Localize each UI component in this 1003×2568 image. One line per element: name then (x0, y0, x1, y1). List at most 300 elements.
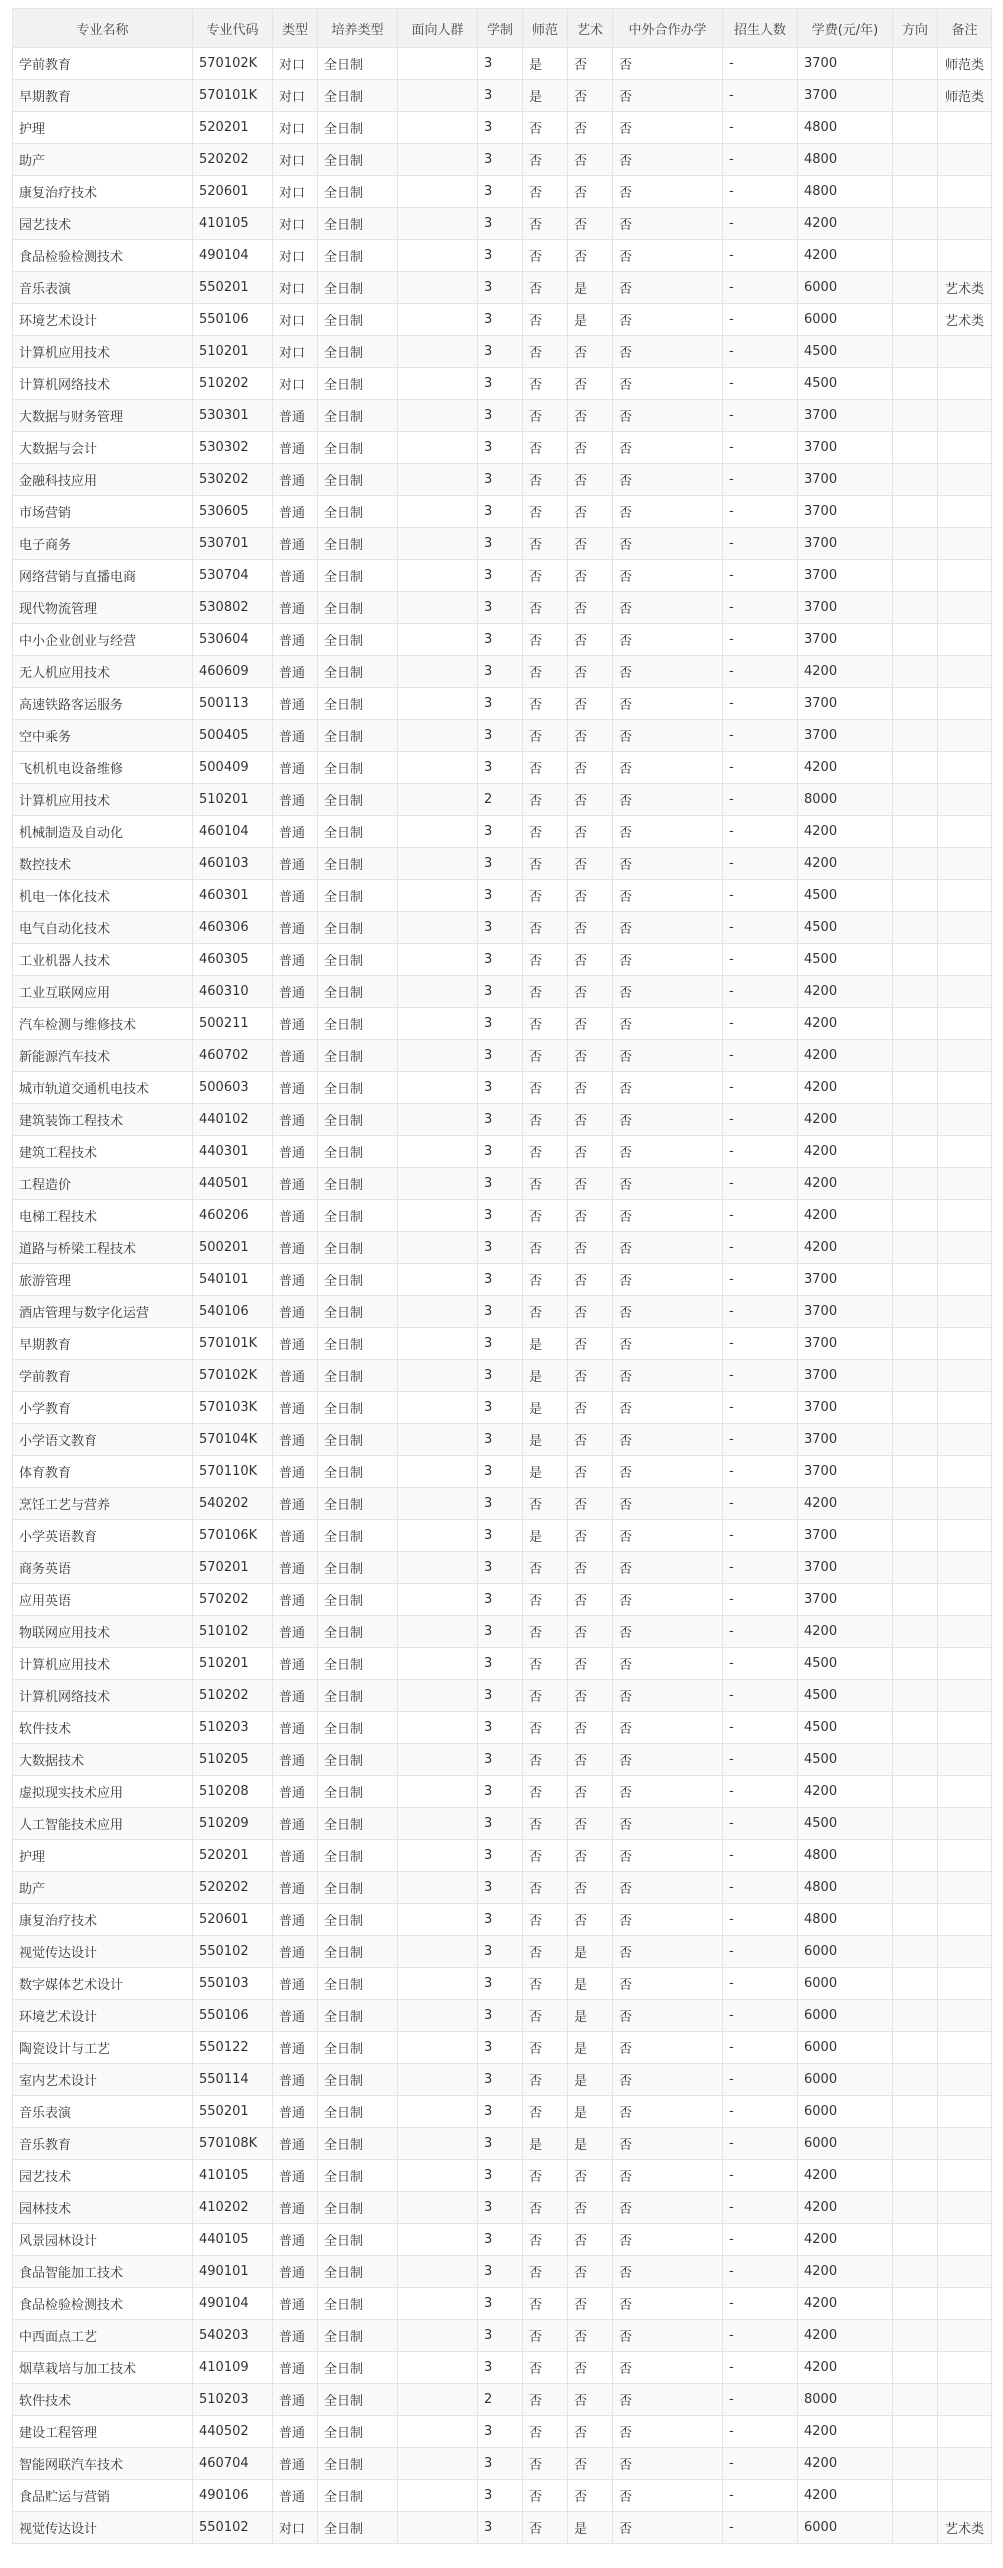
cell-tuition: 6000 (798, 2032, 893, 2064)
cell-joint: 否 (613, 432, 723, 464)
cell-audience (398, 848, 478, 880)
cell-tuition: 4500 (798, 1680, 893, 1712)
cell-normal: 否 (523, 2192, 568, 2224)
cell-name: 汽车检测与维修技术 (13, 1008, 193, 1040)
cell-enrollment: - (723, 1360, 798, 1392)
cell-type: 普通 (273, 656, 318, 688)
table-row (13, 1104, 992, 1136)
cell-name: 空中乘务 (13, 720, 193, 752)
cell-duration: 3 (478, 1168, 523, 1200)
cell-name: 智能网联汽车技术 (13, 2448, 193, 2480)
cell-direction (893, 1264, 938, 1296)
cell-direction (893, 1776, 938, 1808)
cell-mode: 全日制 (318, 2128, 398, 2160)
cell-name: 电子商务 (13, 528, 193, 560)
majors-table-container (12, 8, 991, 2544)
cell-mode: 全日制 (318, 592, 398, 624)
cell-direction (893, 2192, 938, 2224)
cell-normal: 否 (523, 560, 568, 592)
cell-note (938, 112, 992, 144)
cell-code: 440105 (193, 2224, 273, 2256)
cell-joint: 否 (613, 1456, 723, 1488)
cell-mode: 全日制 (318, 240, 398, 272)
cell-name: 护理 (13, 1840, 193, 1872)
cell-normal: 否 (523, 1776, 568, 1808)
table-row (13, 848, 992, 880)
cell-art: 否 (568, 976, 613, 1008)
cell-joint: 否 (613, 2000, 723, 2032)
cell-type: 对口 (273, 2512, 318, 2544)
cell-audience (398, 48, 478, 80)
cell-audience (398, 2128, 478, 2160)
cell-art: 否 (568, 368, 613, 400)
cell-note (938, 528, 992, 560)
cell-art: 否 (568, 1200, 613, 1232)
cell-joint: 否 (613, 1200, 723, 1232)
cell-audience (398, 1808, 478, 1840)
cell-mode: 全日制 (318, 1072, 398, 1104)
cell-name: 康复治疗技术 (13, 1904, 193, 1936)
cell-direction (893, 560, 938, 592)
cell-direction (893, 944, 938, 976)
cell-type: 普通 (273, 1488, 318, 1520)
cell-note (938, 2448, 992, 2480)
cell-name: 计算机网络技术 (13, 368, 193, 400)
column-header-direction: 方向 (893, 9, 938, 48)
cell-mode: 全日制 (318, 784, 398, 816)
cell-duration: 3 (478, 560, 523, 592)
cell-normal: 否 (523, 2320, 568, 2352)
cell-tuition: 3700 (798, 528, 893, 560)
cell-enrollment: - (723, 176, 798, 208)
cell-type: 普通 (273, 1008, 318, 1040)
cell-art: 否 (568, 1424, 613, 1456)
cell-joint: 否 (613, 2384, 723, 2416)
cell-normal: 否 (523, 272, 568, 304)
cell-tuition: 3700 (798, 592, 893, 624)
cell-code: 510203 (193, 1712, 273, 1744)
cell-name: 学前教育 (13, 1360, 193, 1392)
cell-audience (398, 2096, 478, 2128)
cell-tuition: 4200 (798, 2320, 893, 2352)
cell-normal: 是 (523, 1360, 568, 1392)
cell-type: 普通 (273, 2384, 318, 2416)
cell-audience (398, 1360, 478, 1392)
cell-code: 570202 (193, 1584, 273, 1616)
cell-duration: 3 (478, 1264, 523, 1296)
cell-joint: 否 (613, 1968, 723, 2000)
cell-code: 510102 (193, 1616, 273, 1648)
cell-tuition: 4800 (798, 112, 893, 144)
cell-mode: 全日制 (318, 80, 398, 112)
cell-note (938, 1360, 992, 1392)
cell-art: 是 (568, 2512, 613, 2544)
cell-enrollment: - (723, 1616, 798, 1648)
cell-direction (893, 1936, 938, 1968)
cell-note (938, 1328, 992, 1360)
cell-code: 490104 (193, 2288, 273, 2320)
cell-joint: 否 (613, 400, 723, 432)
cell-duration: 3 (478, 1456, 523, 1488)
cell-mode: 全日制 (318, 464, 398, 496)
cell-duration: 3 (478, 1328, 523, 1360)
cell-art: 否 (568, 816, 613, 848)
cell-code: 570110K (193, 1456, 273, 1488)
cell-normal: 否 (523, 208, 568, 240)
cell-duration: 3 (478, 528, 523, 560)
cell-type: 普通 (273, 400, 318, 432)
cell-enrollment: - (723, 1040, 798, 1072)
cell-code: 500113 (193, 688, 273, 720)
cell-enrollment: - (723, 208, 798, 240)
cell-code: 510201 (193, 336, 273, 368)
cell-mode: 全日制 (318, 656, 398, 688)
cell-note (938, 464, 992, 496)
cell-normal: 否 (523, 688, 568, 720)
cell-normal: 否 (523, 2352, 568, 2384)
table-row (13, 1200, 992, 1232)
cell-audience (398, 944, 478, 976)
cell-tuition: 4200 (798, 1072, 893, 1104)
cell-mode: 全日制 (318, 1648, 398, 1680)
cell-mode: 全日制 (318, 1232, 398, 1264)
cell-code: 550201 (193, 2096, 273, 2128)
cell-type: 普通 (273, 1616, 318, 1648)
cell-type: 普通 (273, 1808, 318, 1840)
cell-code: 520601 (193, 1904, 273, 1936)
cell-joint: 否 (613, 1840, 723, 1872)
cell-duration: 3 (478, 624, 523, 656)
table-row (13, 304, 992, 336)
cell-code: 510208 (193, 1776, 273, 1808)
cell-tuition: 4200 (798, 208, 893, 240)
table-row (13, 1968, 992, 2000)
cell-duration: 3 (478, 2096, 523, 2128)
cell-audience (398, 1328, 478, 1360)
cell-name: 人工智能技术应用 (13, 1808, 193, 1840)
cell-tuition: 4200 (798, 1200, 893, 1232)
cell-duration: 3 (478, 1680, 523, 1712)
cell-direction (893, 1904, 938, 1936)
cell-mode: 全日制 (318, 2224, 398, 2256)
cell-audience (398, 2512, 478, 2544)
cell-duration: 3 (478, 1424, 523, 1456)
cell-direction (893, 1744, 938, 1776)
cell-mode: 全日制 (318, 176, 398, 208)
cell-note (938, 240, 992, 272)
cell-direction (893, 1360, 938, 1392)
cell-mode: 全日制 (318, 432, 398, 464)
cell-type: 对口 (273, 336, 318, 368)
cell-duration: 3 (478, 80, 523, 112)
cell-tuition: 3700 (798, 1392, 893, 1424)
cell-code: 510202 (193, 1680, 273, 1712)
table-row (13, 1424, 992, 1456)
cell-enrollment: - (723, 48, 798, 80)
cell-joint: 否 (613, 272, 723, 304)
cell-enrollment: - (723, 1840, 798, 1872)
cell-normal: 否 (523, 400, 568, 432)
cell-note (938, 2224, 992, 2256)
cell-tuition: 4200 (798, 752, 893, 784)
cell-type: 普通 (273, 624, 318, 656)
cell-joint: 否 (613, 176, 723, 208)
cell-name: 物联网应用技术 (13, 1616, 193, 1648)
cell-direction (893, 2320, 938, 2352)
cell-audience (398, 2448, 478, 2480)
cell-art: 否 (568, 1840, 613, 1872)
cell-note (938, 1296, 992, 1328)
cell-enrollment: - (723, 1072, 798, 1104)
cell-duration: 2 (478, 784, 523, 816)
cell-enrollment: - (723, 1744, 798, 1776)
cell-tuition: 3700 (798, 496, 893, 528)
cell-joint: 否 (613, 304, 723, 336)
cell-art: 是 (568, 2096, 613, 2128)
cell-code: 500211 (193, 1008, 273, 1040)
cell-code: 410202 (193, 2192, 273, 2224)
cell-code: 460305 (193, 944, 273, 976)
table-row (13, 1360, 992, 1392)
cell-art: 否 (568, 720, 613, 752)
cell-mode: 全日制 (318, 1904, 398, 1936)
cell-name: 视觉传达设计 (13, 2512, 193, 2544)
cell-duration: 3 (478, 48, 523, 80)
cell-normal: 否 (523, 1680, 568, 1712)
cell-name: 环境艺术设计 (13, 2000, 193, 2032)
cell-note (938, 1584, 992, 1616)
cell-joint: 否 (613, 1712, 723, 1744)
table-row (13, 1392, 992, 1424)
cell-type: 普通 (273, 2224, 318, 2256)
cell-note (938, 752, 992, 784)
cell-mode: 全日制 (318, 2448, 398, 2480)
cell-code: 550114 (193, 2064, 273, 2096)
cell-direction (893, 496, 938, 528)
cell-art: 否 (568, 2448, 613, 2480)
cell-tuition: 3700 (798, 1552, 893, 1584)
cell-art: 否 (568, 1552, 613, 1584)
cell-type: 普通 (273, 1744, 318, 1776)
cell-mode: 全日制 (318, 528, 398, 560)
cell-name: 计算机应用技术 (13, 784, 193, 816)
cell-duration: 3 (478, 2480, 523, 2512)
cell-joint: 否 (613, 1392, 723, 1424)
cell-art: 否 (568, 1008, 613, 1040)
cell-art: 是 (568, 2064, 613, 2096)
cell-joint: 否 (613, 688, 723, 720)
cell-mode: 全日制 (318, 336, 398, 368)
cell-type: 普通 (273, 2128, 318, 2160)
cell-joint: 否 (613, 1072, 723, 1104)
cell-duration: 2 (478, 2384, 523, 2416)
cell-name: 新能源汽车技术 (13, 1040, 193, 1072)
cell-mode: 全日制 (318, 2352, 398, 2384)
cell-art: 否 (568, 496, 613, 528)
majors-table (12, 8, 992, 2544)
cell-direction (893, 1488, 938, 1520)
cell-type: 普通 (273, 1072, 318, 1104)
cell-normal: 否 (523, 1744, 568, 1776)
cell-audience (398, 1296, 478, 1328)
cell-direction (893, 656, 938, 688)
cell-name: 计算机网络技术 (13, 1680, 193, 1712)
cell-art: 否 (568, 1040, 613, 1072)
cell-name: 建筑工程技术 (13, 1136, 193, 1168)
cell-enrollment: - (723, 880, 798, 912)
cell-art: 否 (568, 1680, 613, 1712)
cell-mode: 全日制 (318, 1584, 398, 1616)
cell-type: 普通 (273, 528, 318, 560)
cell-audience (398, 1968, 478, 2000)
table-row (13, 1136, 992, 1168)
cell-direction (893, 1584, 938, 1616)
cell-normal: 否 (523, 752, 568, 784)
cell-tuition: 4200 (798, 2416, 893, 2448)
cell-normal: 否 (523, 976, 568, 1008)
cell-type: 普通 (273, 2320, 318, 2352)
cell-code: 540203 (193, 2320, 273, 2352)
cell-name: 园艺技术 (13, 208, 193, 240)
cell-art: 否 (568, 1584, 613, 1616)
cell-joint: 否 (613, 80, 723, 112)
cell-tuition: 4200 (798, 1008, 893, 1040)
cell-tuition: 4200 (798, 2352, 893, 2384)
cell-audience (398, 624, 478, 656)
column-header-note: 备注 (938, 9, 992, 48)
cell-name: 酒店管理与数字化运营 (13, 1296, 193, 1328)
cell-name: 软件技术 (13, 1712, 193, 1744)
cell-tuition: 4200 (798, 976, 893, 1008)
cell-enrollment: - (723, 2192, 798, 2224)
cell-tuition: 8000 (798, 784, 893, 816)
column-header-enrollment: 招生人数 (723, 9, 798, 48)
table-row (13, 400, 992, 432)
cell-audience (398, 80, 478, 112)
cell-tuition: 6000 (798, 1936, 893, 1968)
cell-duration: 3 (478, 656, 523, 688)
cell-name: 金融科技应用 (13, 464, 193, 496)
cell-duration: 3 (478, 1200, 523, 1232)
cell-mode: 全日制 (318, 2416, 398, 2448)
cell-direction (893, 304, 938, 336)
cell-type: 对口 (273, 304, 318, 336)
cell-mode: 全日制 (318, 1552, 398, 1584)
cell-audience (398, 592, 478, 624)
cell-duration: 3 (478, 2512, 523, 2544)
table-row (13, 2416, 992, 2448)
cell-duration: 3 (478, 720, 523, 752)
cell-tuition: 4200 (798, 2448, 893, 2480)
cell-tuition: 4800 (798, 1904, 893, 1936)
cell-note (938, 144, 992, 176)
cell-tuition: 3700 (798, 720, 893, 752)
cell-art: 否 (568, 2192, 613, 2224)
cell-enrollment: - (723, 2128, 798, 2160)
cell-note (938, 1936, 992, 1968)
cell-mode: 全日制 (318, 1200, 398, 1232)
cell-enrollment: - (723, 848, 798, 880)
cell-enrollment: - (723, 2384, 798, 2416)
cell-joint: 否 (613, 592, 723, 624)
cell-direction (893, 2160, 938, 2192)
cell-name: 应用英语 (13, 1584, 193, 1616)
cell-direction (893, 1200, 938, 1232)
cell-direction (893, 1008, 938, 1040)
cell-type: 普通 (273, 1680, 318, 1712)
cell-code: 440502 (193, 2416, 273, 2448)
cell-joint: 否 (613, 1424, 723, 1456)
cell-direction (893, 2032, 938, 2064)
cell-name: 风景园林设计 (13, 2224, 193, 2256)
cell-type: 普通 (273, 1136, 318, 1168)
cell-joint: 否 (613, 208, 723, 240)
cell-note (938, 1008, 992, 1040)
cell-name: 陶瓷设计与工艺 (13, 2032, 193, 2064)
cell-audience (398, 1072, 478, 1104)
cell-duration: 3 (478, 368, 523, 400)
cell-mode: 全日制 (318, 752, 398, 784)
cell-direction (893, 336, 938, 368)
cell-note (938, 2000, 992, 2032)
column-header-duration: 学制 (478, 9, 523, 48)
cell-joint: 否 (613, 2352, 723, 2384)
cell-code: 520202 (193, 144, 273, 176)
cell-direction (893, 912, 938, 944)
cell-audience (398, 1840, 478, 1872)
cell-note (938, 912, 992, 944)
cell-mode: 全日制 (318, 2000, 398, 2032)
cell-type: 普通 (273, 2416, 318, 2448)
table-row (13, 2480, 992, 2512)
cell-type: 普通 (273, 784, 318, 816)
cell-tuition: 4200 (798, 848, 893, 880)
cell-joint: 否 (613, 1104, 723, 1136)
cell-normal: 否 (523, 304, 568, 336)
cell-type: 普通 (273, 1648, 318, 1680)
cell-joint: 否 (613, 2416, 723, 2448)
cell-enrollment: - (723, 656, 798, 688)
cell-enrollment: - (723, 2480, 798, 2512)
table-row (13, 1616, 992, 1648)
cell-tuition: 4200 (798, 1776, 893, 1808)
cell-normal: 否 (523, 1008, 568, 1040)
cell-normal: 否 (523, 1104, 568, 1136)
cell-code: 570102K (193, 1360, 273, 1392)
cell-art: 否 (568, 1488, 613, 1520)
cell-direction (893, 624, 938, 656)
cell-enrollment: - (723, 1904, 798, 1936)
cell-code: 570101K (193, 1328, 273, 1360)
table-row (13, 752, 992, 784)
cell-joint: 否 (613, 2096, 723, 2128)
cell-type: 普通 (273, 1712, 318, 1744)
cell-enrollment: - (723, 2448, 798, 2480)
cell-enrollment: - (723, 1424, 798, 1456)
cell-name: 烟草栽培与加工技术 (13, 2352, 193, 2384)
cell-art: 否 (568, 1872, 613, 1904)
cell-mode: 全日制 (318, 400, 398, 432)
table-row (13, 2384, 992, 2416)
table-row (13, 272, 992, 304)
cell-tuition: 3700 (798, 560, 893, 592)
cell-audience (398, 1424, 478, 1456)
cell-duration: 3 (478, 1744, 523, 1776)
table-row (13, 816, 992, 848)
cell-duration: 3 (478, 752, 523, 784)
cell-mode: 全日制 (318, 1968, 398, 2000)
cell-direction (893, 720, 938, 752)
